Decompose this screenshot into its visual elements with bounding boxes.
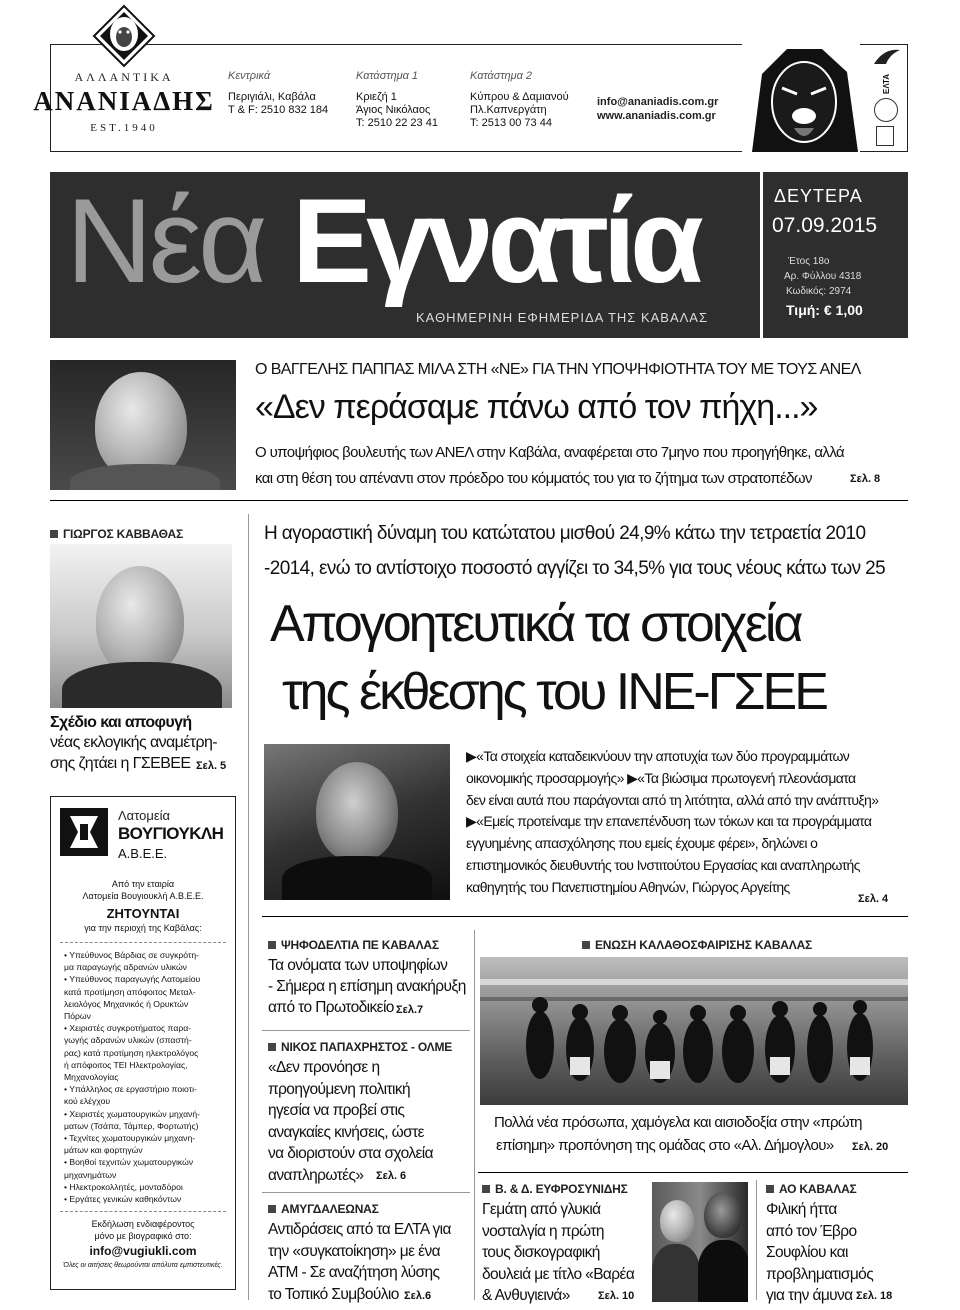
story-line: Γεμάτη από γλυκιά [482,1201,601,1218]
ad-intro: Λατομεία Βουγιουκλή Α.Β.Ε.Ε. [82,891,204,901]
location-line: T & F: 2510 832 184 [228,104,329,116]
col-left-ref-1: Σελ.7 [396,1004,424,1016]
section-square-icon [766,1185,774,1193]
basketball-ref: Σελ. 20 [852,1141,889,1153]
section-label: ΓΙΩΡΓΟΣ ΚΑΒΒΑΘΑΣ [63,527,183,541]
ad-items [54,949,232,1205]
brand-name: ΑΝΑΝΙΑΔΗΣ [33,86,215,116]
ad-item: ματων (Τσάπα, Τάμπερ, Φορτωτής) [64,1120,199,1131]
main-deck2: -2014, ενώ το αντίστοιχο ποσοστό αγγίζει το 34,5% για τους νέους κάτω των 25 [264,558,886,579]
masthead-title-bold: Εγνατία [292,174,698,308]
musicians-photo [652,1182,748,1302]
basketball-line2: επίσημη» προπόνηση της ομάδας στο «Αλ. Δήμογλου» [496,1137,834,1154]
music-section [482,1182,628,1196]
ad-item: • Υπεύθυνος Βάρδιας σε συγκρότη- [64,950,199,960]
body-line: οικονομικής προσαρμογής» ▶«Τα βιώσιμα πρωτογενή πλεονάσματα [466,769,856,786]
story-line: Αντιδράσεις από τα ΕΛΤΑ για [268,1221,451,1238]
sidebar-ref: Σελ. 5 [196,760,227,772]
masthead-code: Κωδικός: 2974 [786,286,852,297]
sidebar-line2: νέας εκλογικής αναμέτρη- [50,734,218,751]
body-line: επιστημονικός διευθυντής του Ινστιτούτου Εργασίας και αναπληρωτής [466,856,860,873]
section-label: ΝΙΚΟΣ ΠΑΠΑΧΡΗΣΤΟΣ - ΟΛΜΕ [281,1040,453,1054]
main-body [466,746,896,899]
brand-top: ΑΛΛΑΝΤΙΚΑ [74,70,174,84]
ad-separator [60,1211,226,1212]
quarry-ad-body [54,878,232,1272]
ad-item: μάτων και φορτηγών [64,1145,143,1156]
lion-diamond-emblem [92,4,156,68]
music-ref: Σελ. 10 [598,1290,635,1302]
elta-bird-icon [872,46,902,68]
masthead-title-light: Νέα [66,174,264,308]
ao-ref: Σελ. 18 [856,1290,893,1302]
masthead-day: ΔΕΥΤΕΡΑ [774,186,863,206]
basketball-line1[interactable]: Πολλά νέα πρόσωπα, χαμόγελα και αισιοδοξία στην «πρώτη [494,1114,862,1131]
section-label: ΑΟ ΚΑΒΑΛΑΣ [779,1182,857,1196]
story-line: - Σήμερα η επίσημη ανακήρυξη [268,978,466,995]
divider [262,1192,470,1193]
ad-item: γωγής αδρανών υλικών (σπαστή- [64,1035,192,1046]
body-line: δεν είναι αυτά που παράγονται από τη λιτότητα, αλλά από την ανάπτυξη» [466,791,879,808]
section-square-icon [268,1043,276,1051]
masthead-price: Τιμή: € 1,00 [786,302,863,318]
story-line: τους δισκογραφική [482,1244,600,1261]
ad-item: μα παραγωγής αδρανών υλικών [64,962,187,973]
divider [50,500,908,501]
masthead-issue: Αρ. Φύλλου 4318 [784,271,862,282]
section-square-icon [482,1185,490,1193]
lion-face-illustration [742,44,860,152]
col-left-section-2 [268,1040,452,1054]
main-headline2[interactable]: της έκθεσης του ΙΝΕ-ΓΣΕΕ [282,663,826,721]
location-title: Κατάστημα 2 [470,70,533,82]
contact-web[interactable]: www.ananiadis.com.gr [597,110,716,122]
section-label: ΑΜΥΓΔΑΛΕΩΝΑΣ [281,1202,379,1216]
main-deck1: Η αγοραστική δύναμη του κατώτατου μισθού 24,9% κάτω την τετραετία 2010 [264,523,866,544]
location-store-2 [470,70,594,130]
story1-headline[interactable]: «Δεν περάσαμε πάνω από τον πήχη...» [255,388,818,426]
location-line: T: 2513 00 73 44 [470,117,552,129]
col-left-story-3[interactable] [268,1219,473,1305]
ad-item: λειολόγος Μηχανικός ή Ορυκτών [64,998,189,1009]
basketball-photo [480,957,908,1105]
ad-cta: μόνο με βιογραφικό στο: [94,1231,192,1242]
pappas-photo [50,360,236,490]
column-divider [248,514,249,1300]
story-line: ΑΤΜ - Σε αναζήτηση λύσης [268,1264,440,1281]
section-square-icon [582,941,590,949]
quarry-company-name: ΒΟΥΓΙΟΥΚΛΗ [118,824,224,843]
section-square-icon [268,1205,276,1213]
col-left-ref-3: Σελ.6 [404,1290,432,1302]
col-left-story-1[interactable] [268,955,468,1018]
masthead-divider [760,172,763,338]
main-headline1[interactable]: Απογοητευτικά τα στοιχεία [270,595,801,653]
ad-cta: Εκδήλωση ενδιαφέροντος [91,1219,195,1230]
story-line: αναγκαίες κινήσεις, ώστε [268,1123,424,1141]
masthead-date: 07.09.2015 [772,214,878,237]
body-line: εγγυημένης απασχόλησης που εμείς έχουμε φέρει», δηλώνει ο [466,835,818,852]
section-square-icon [268,941,276,949]
masthead-year: Έτος 18ο [788,256,830,267]
column-divider [474,930,475,1300]
ad-footnote: Όλες οι αιτήσεις θεωρούνται απόλυτα εμπιστευτικές. [63,1262,223,1270]
story-line: Τα ονόματα των υποψηφίων [268,957,448,974]
section-square-icon [50,530,58,538]
ad-item: • Χειριστές συγκροτήματος παρα- [64,1023,192,1034]
masthead-tagline: ΚΑΘΗΜΕΡΙΝΗ ΕΦΗΜΕΡΙΔΑ ΤΗΣ ΚΑΒΑΛΑΣ [416,310,709,325]
story-line: προηγούμενη πολιτική [268,1080,411,1098]
section-label: ΨΗΦΟΔΕΛΤΙΑ ΠΕ ΚΑΒΑΛΑΣ [281,938,439,952]
col-left-section-1 [268,938,439,952]
kavvathas-photo [50,544,232,708]
ad-item: μηχανημάτων [64,1169,117,1180]
story-line: Σουφλίου και [766,1244,848,1261]
postal-stamp [868,46,906,150]
location-line: T: 2510 22 23 41 [356,117,438,129]
brand-est: EST.1940 [90,122,158,134]
story-line: νοσταλγία η πρώτη [482,1222,604,1240]
body-line: ▶«Εμείς προτείναμε την επανεπένδυση των τόκων και τα προγράμματα [466,813,872,830]
argeitis-photo [264,744,450,900]
quarry-company-small: Λατομεία [118,808,171,823]
divider [262,916,908,917]
story1-ref: Σελ. 8 [850,473,881,485]
story-line: & Ανθυγιεινά» [482,1287,570,1304]
ad-intro: Από την εταιρία [111,879,175,889]
story1-line1: Ο υποψήφιος βουλευτής των ΑΝΕΛ στην Καβάλα, αναφέρεται στο 7μηνο που προηγήθηκε, αλλά [255,444,845,461]
basketball-section [582,938,812,952]
location-line: Κριεζή 1 [356,91,397,103]
location-line: Άγιος Νικόλαος [356,104,431,116]
location-line: Περιγιάλι, Καβάλα [228,91,316,103]
ad-item: • Υπεύθυνος παραγωγής Λατομείου [64,974,201,985]
column-divider [756,1180,757,1300]
story-line: Φιλική ήττα [766,1201,837,1218]
ad-item: • Εργάτες γενικών καθηκόντων [64,1194,182,1205]
col-left-section-3 [268,1202,379,1216]
ad-item: • Υπάλληλος σε εργαστήριο ποιοτι- [64,1084,197,1095]
ad-item: • Βοηθοί τεχνιτών χωματουργικών [64,1157,194,1168]
story-line: να διοριστούν στα σχολεία [268,1145,434,1162]
ad-item: ή απόφοιτος ΤΕΙ Ηλεκτρολογίας, [64,1059,188,1070]
ad-separator [60,942,226,943]
story-line: την «συγκατοίκηση» με ένα [268,1242,440,1260]
postal-label: ΕΛΤΑ [882,73,891,94]
story-line: από τον Έβρο [766,1222,857,1240]
story-line: από το Πρωτοδικείο [268,999,394,1016]
ad-email[interactable]: info@vugiukli.com [89,1244,197,1259]
story-line: ηγεσία να προβεί στις [268,1102,405,1119]
divider [478,1172,908,1173]
story-line: αναπληρωτές» [268,1166,364,1184]
story-line: το Τοπικό Συμβούλιο [268,1285,399,1303]
story1-line2: και στη θέση του απέναντι στον πρόεδρο του κόμματός του για το ζήτημα των στρατοπέδων [255,470,812,487]
ad-item: • Τεχνίτες χωματουργικών μηχανη- [64,1133,196,1144]
ad-item: κού ελέγχου [64,1096,111,1107]
story-line: για την άμυνα [766,1287,853,1304]
location-line: Πλ.Καπνεργάτη [470,104,547,116]
ao-section [766,1182,857,1196]
story-line: προβληματισμός [766,1265,874,1283]
location-central [228,70,348,117]
col-left-ref-2: Σελ. 6 [376,1170,407,1182]
sidebar-line3: σης ζητάει η ΓΣΕΒΕΕ [50,755,191,772]
ad-item: ρας) κατά προτίμηση ηλεκτρολόγος [64,1047,199,1058]
ad-item: • Ηλεκτροκολλητές, μονταδόροι [64,1181,183,1192]
location-title: Κεντρικά [228,70,271,82]
postal-box-icon [876,126,894,146]
story-line: «Δεν προνόησε η [268,1059,380,1076]
story-line: δουλειά με τίτλο «Βαρέα [482,1265,635,1283]
sidebar-line1[interactable]: Σχέδιο και αποφυγή [50,714,192,731]
body-line: καθηγητής του Πανεπιστημίου Αθηνών, Γιώργος Αργείτης [466,878,790,895]
quarry-company-suffix: Α.Β.Ε.Ε. [118,846,168,861]
col-left-story-2[interactable] [268,1057,468,1186]
quarry-logo-icon [60,808,108,856]
location-line: Κύπρου & Δαμιανού [470,91,569,103]
ad-wanted: ΖΗΤΟΥΝΤΑΙ [106,906,180,921]
divider [262,1030,470,1031]
ad-item: κατά προτίμηση απόφοιτος Μεταλ- [64,986,196,997]
postal-circle-icon [874,98,898,122]
ad-area: για την περιοχή της Καβάλας: [84,923,202,933]
section-label: ΕΝΩΣΗ ΚΑΛΑΘΟΣΦΑΙΡΙΣΗΣ ΚΑΒΑΛΑΣ [595,938,813,952]
section-label: Β. & Δ. ΕΥΦΡΟΣΥΝΙΔΗΣ [495,1182,628,1196]
sidebar-section [50,527,183,541]
main-ref: Σελ. 4 [858,893,889,905]
body-line: ▶«Τα στοιχεία καταδεικνύουν την αποτυχία των δύο προγραμμάτων [466,748,850,764]
story1-kicker: Ο ΒΑΓΓΕΛΗΣ ΠΑΠΠΑΣ ΜΙΛΑ ΣΤΗ «ΝΕ» ΓΙΑ ΤΗΝ ΥΠΟΨΗΦΙΟΤΗΤΑ ΤΟΥ ΜΕ ΤΟΥΣ ΑΝΕΛ [255,361,861,378]
ad-item: Πόρων [64,1011,91,1022]
ad-item: Μηχανολογίας [64,1072,119,1083]
location-title: Κατάστημα 1 [356,70,419,82]
location-store-1 [356,70,466,130]
contact-email[interactable]: info@ananiadis.com.gr [597,96,719,108]
ad-item: • Χειριστές χωματουργικών μηχανή- [64,1108,200,1119]
